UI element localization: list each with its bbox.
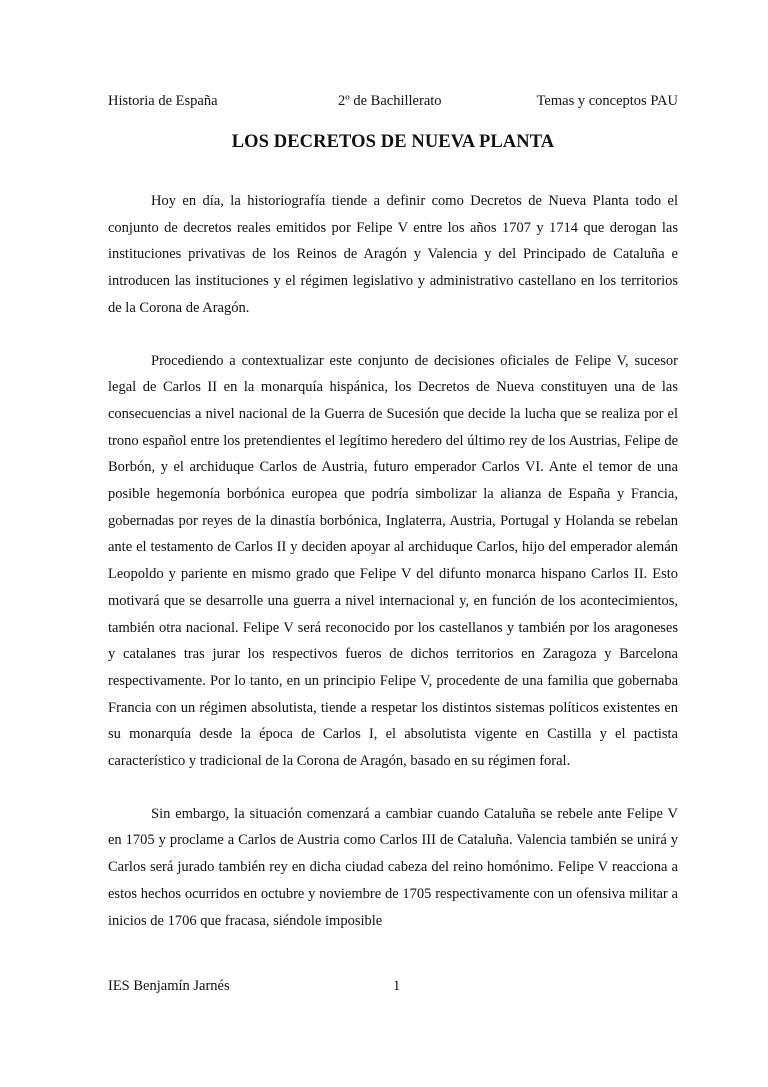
document-title: LOS DECRETOS DE NUEVA PLANTA [231,132,555,152]
page-number: 1 [393,978,401,994]
paragraph-2: Procediendo a contextualizar este conjunto de decisiones oficiales de Felipe V, sucesor legal de Carlos II en la monarquía hispánica, los Decretos de Nueva constituyen una de las consecuencias a nivel nacional de la Guerra de Sucesión que decide la lucha que se realiza por el trono español entre los pretendientes el legítimo heredero del último rey de los Austrias, Felipe de Borbón, y el archiduque Carlos de Austria, futuro emperador Carlos VI. Ante el temor de una posible hegemonía borbónica europea que podría simbolizar la alianza de España y Francia, gobernadas por reyes de la dinastía borbónica, Inglaterra, Austria, Portugal y Holanda se rebelan ante el testamento de Carlos II y deciden apoyar al archiduque Carlos, hijo del emperador alemán Leopoldo y pariente en mismo grado que Felipe V del difunto monarca hispano Carlos II. Esto motivará que se desarrolle una guerra a nivel internacional y, en función de los acontecimientos, también otra nacional. Felipe V será reconocido por los castellanos y también por los aragoneses y catalanes tras jurar los respectivos fueros de dichos territorios en Zaragoza y Barcelona respectivamente. Por lo tanto, en un principio Felipe V, procedente de una familia que gobernaba Francia con un régimen absolutista, tiende a respetar los distintos sistemas políticos existentes en su monarquía desde la época de Carlos I, el absolutista vigente en Castilla y el pactista característico y tradicional de la Corona de Aragón, basado en su régimen foral. [108,352,678,770]
page-footer [108,978,678,1000]
paragraph-3: Sin embargo, la situación comenzará a cambiar cuando Cataluña se rebele ante Felipe V en 1705 y proclame a Carlos de Austria como Carlos III de Cataluña. Valencia también se unirá y Carlos será jurado también rey en dicha ciudad cabeza del reino homónimo. Felipe V reacciona a estos hechos ocurridos en octubre y noviembre de 1705 respectivamente con un ofensiva militar a inicios de 1706 que fracasa, siéndole imposible [108,805,678,929]
document-body [108,188,678,934]
header-subject: Historia de España [108,93,218,109]
paragraph-gap [108,775,678,801]
footer-school: IES Benjamín Jarnés [108,978,230,994]
page-header [108,93,678,113]
header-course: 2º de Bachillerato [338,93,442,109]
paragraph-gap [108,322,678,348]
paragraph-1: Hoy en día, la historiografía tiende a definir como Decretos de Nueva Planta todo el conjunto de decretos reales emitidos por Felipe V entre los años 1707 y 1714 que derogan las instituciones privativas de los Reinos de Aragón y Valencia y del Principado de Cataluña e introducen las instituciones y el régimen legislativo y administrativo castellano en los territorios de la Corona de Aragón. [108,193,678,316]
header-topic: Temas y conceptos PAU [536,93,678,109]
